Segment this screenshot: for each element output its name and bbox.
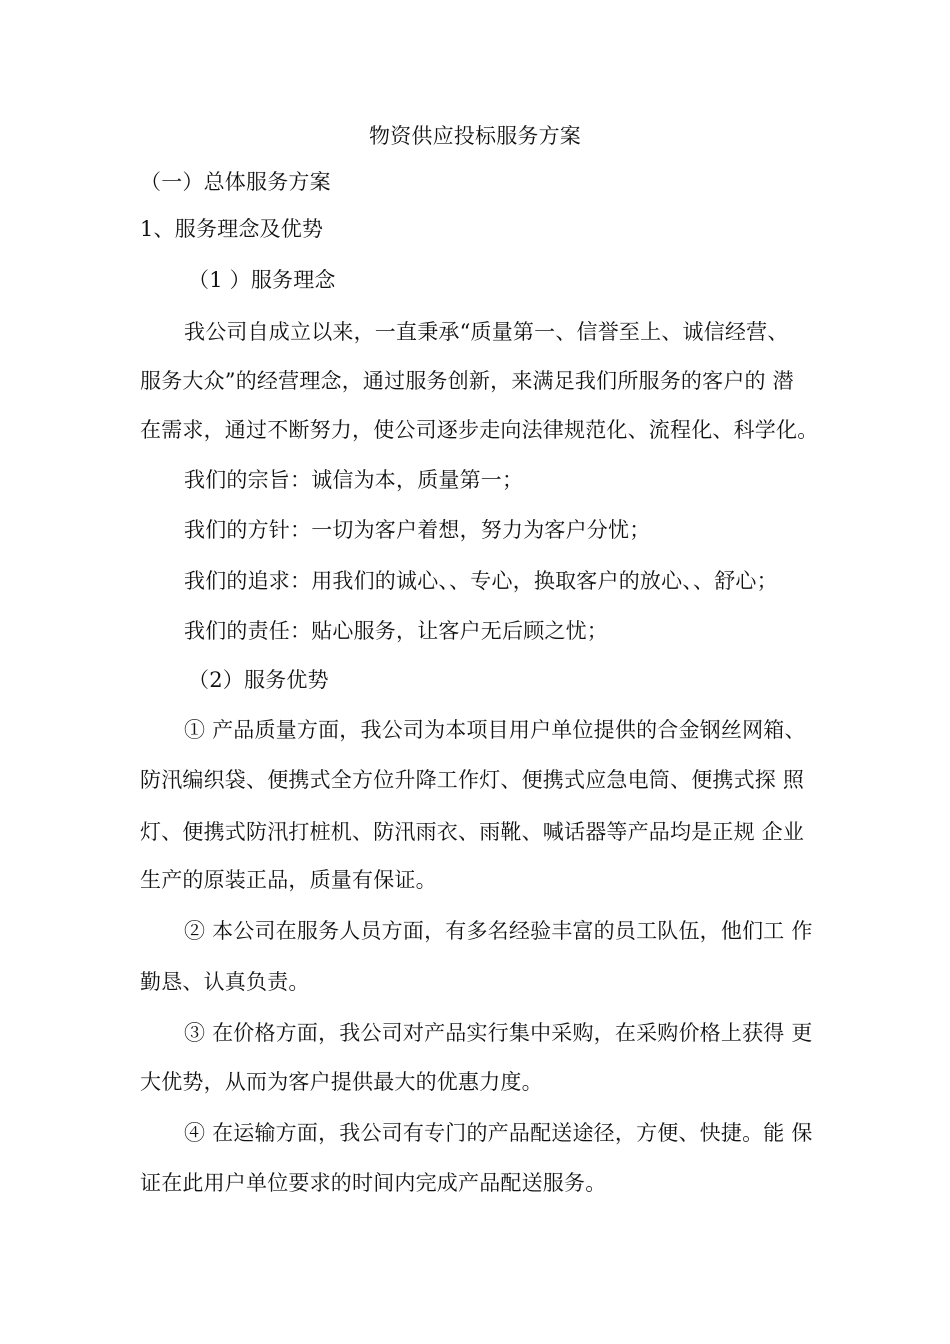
paragraph-line: 生产的原装正品，质量有保证。 [140, 868, 437, 892]
paragraph-line: 服务大众”的经营理念，通过服务创新，来满足我们所服务的客户的 潜 [140, 369, 794, 393]
item-heading-service-concept: （1 ）服务理念 [188, 268, 336, 292]
policy-line: 我们的方针：一切为客户着想，努力为客户分忧； [184, 518, 651, 542]
paragraph-line: ② 本公司在服务人员方面，有多名经验丰富的员工队伍，他们工 作 [184, 919, 813, 943]
document-title: 物资供应投标服务方案 [369, 124, 581, 148]
paragraph-line: 勤恳、认真负责。 [140, 970, 310, 994]
paragraph-line: 在需求，通过不断努力，使公司逐步走向法律规范化、流程化、科学化。 [140, 418, 819, 442]
paragraph-line: 我公司自成立以来，一直秉承“质量第一、信誉至上、诚信经营、 [184, 320, 789, 344]
paragraph-line: 大优势，从而为客户提供最大的优惠力度。 [140, 1070, 543, 1094]
responsibility-line: 我们的责任：贴心服务，让客户无后顾之忧； [184, 619, 608, 643]
pursuit-line: 我们的追求：用我们的诚心、、专心，换取客户的放心、、舒心； [184, 569, 778, 593]
item-heading-service-advantage: （2）服务优势 [188, 668, 329, 692]
subsection-heading-concept-advantage: 1、服务理念及优势 [140, 217, 324, 241]
paragraph-line: 证在此用户单位要求的时间内完成产品配送服务。 [140, 1171, 607, 1195]
tenet-line: 我们的宗旨：诚信为本，质量第一； [184, 468, 524, 492]
paragraph-line: ④ 在运输方面，我公司有专门的产品配送途径，方便、快捷。能 保 [184, 1121, 813, 1145]
paragraph-line: ③ 在价格方面，我公司对产品实行集中采购，在采购价格上获得 更 [184, 1021, 813, 1045]
paragraph-line: 灯、便携式防汛打桩机、防汛雨衣、雨靴、喊话器等产品均是正规 企业 [140, 820, 805, 844]
section-heading-overall-service: （一）总体服务方案 [140, 170, 331, 194]
paragraph-line: ① 产品质量方面，我公司为本项目用户单位提供的合金钢丝网箱、 [184, 718, 806, 742]
paragraph-line: 防汛编织袋、便携式全方位升降工作灯、便携式应急电筒、便携式探 照 [140, 768, 805, 792]
